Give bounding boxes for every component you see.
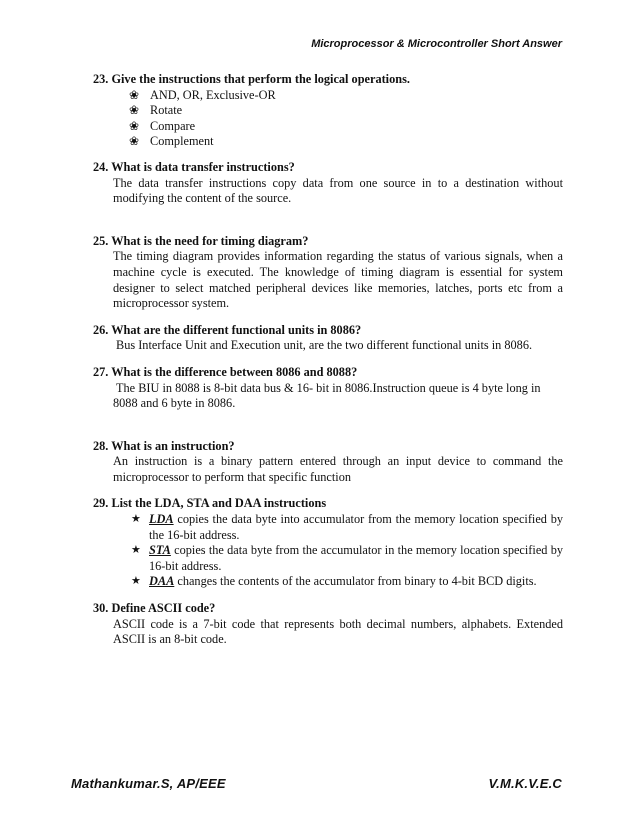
flower-bullet-icon: ❀ [129,87,140,102]
list-item: ★ DAA changes the contents of the accumulator from binary to 4-bit BCD digits. [131,574,537,589]
list-item: ★ LDA copies the data byte into accumulator from the memory location specified by the 16-bit address. [131,512,563,542]
question-title: 24. What is data transfer instructions? [93,159,295,174]
question-30 [93,601,563,648]
question-24 [93,160,563,207]
question-28 [93,439,563,486]
question-title: 27. What is the difference between 8086 and 8088? [93,364,358,379]
question-26 [93,323,563,354]
question-25 [93,234,563,312]
footer-college: V.M.K.V.E.C [488,776,562,791]
answer-text: ASCII code is a 7-bit code that represents both decimal numbers, alphabets. Extended ASCII is an 8-bit code. [113,616,563,647]
question-title: 29. List the LDA, STA and DAA instructions [93,496,327,511]
list-item: ★ STA copies the data byte from the accumulator in the memory location specified by 16-bit address. [131,543,563,573]
question-23 [93,72,563,150]
answer-text: The timing diagram provides information regarding the status of various signals, when a machine cycle is executed. The knowledge of timing diagram is essential for system designer to select matched peripheral devices like memories, latches, ports etc from a microprocessor system. [113,249,563,311]
question-title: 26. What are the different functional units in 8086? [93,322,362,337]
list-item: ❀ Rotate [129,103,183,118]
question-title: 23. Give the instructions that perform the logical operations. [93,72,410,86]
page-content [93,72,563,648]
star-list [93,512,563,590]
list-item: ❀ AND, OR, Exclusive-OR [129,87,276,102]
question-27 [93,365,563,412]
answer-text: The BIU in 8088 is 8-bit data bus & 16- bit in 8086.Instruction queue is 4 byte long in 8088 and 6 byte in 8086. [113,380,541,411]
question-title: 30. Define ASCII code? [93,601,216,616]
star-bullet-icon: ★ [131,544,141,557]
instruction-term: DAA [149,574,175,589]
instruction-term: LDA [149,512,174,527]
instruction-term: STA [149,543,171,558]
question-29 [93,496,563,590]
list-item: ❀ Compare [129,118,196,133]
star-bullet-icon: ★ [131,513,141,526]
answer-text: An instruction is a binary pattern entered through an input device to command the microprocessor to perform that specific function [113,454,563,484]
question-title: 28. What is an instruction? [93,438,235,453]
list-item: ❀ Complement [129,134,214,149]
page-header: Microprocessor & Microcontroller Short Answer [311,38,562,50]
question-title: 25. What is the need for timing diagram? [93,233,309,248]
flower-bullet-icon: ❀ [129,103,140,118]
star-bullet-icon: ★ [131,575,141,588]
answer-text: The data transfer instructions copy data from one source in to a destination without modifying the content of the source. [113,175,563,206]
footer-author: Mathankumar.S, AP/EEE [71,776,226,791]
bullet-list [93,88,563,150]
answer-text: Bus Interface Unit and Execution unit, are the two different functional units in 8086. [116,338,533,353]
flower-bullet-icon: ❀ [129,118,140,133]
flower-bullet-icon: ❀ [129,134,140,149]
